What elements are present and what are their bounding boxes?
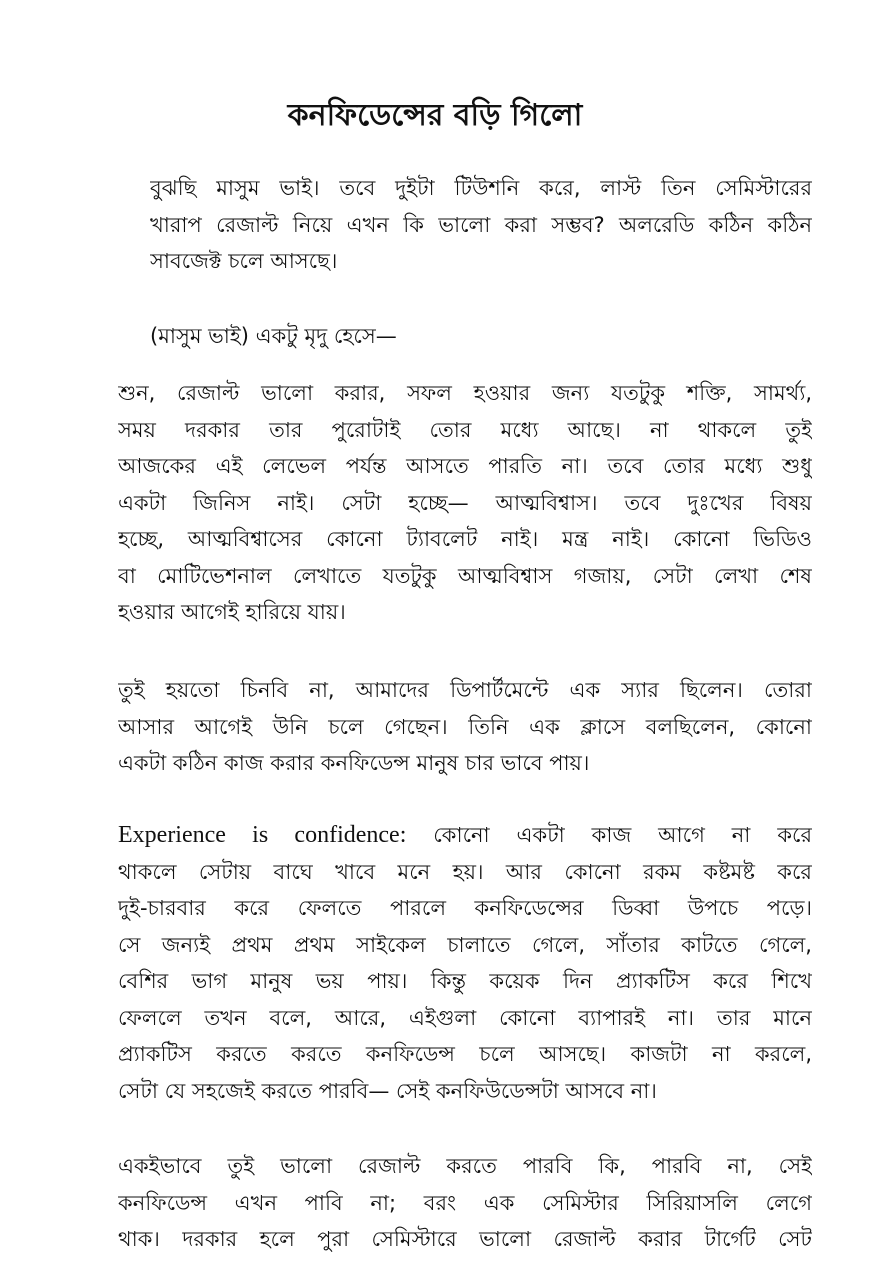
paragraph-1: [150, 170, 812, 280]
text-line: একটা জিনিস নাই। সেটা হচ্ছে— আত্মবিশ্বাস। তবে দুঃখের বিষয়: [118, 490, 812, 515]
text-line: কনফিডেন্স এখন পাবি না; বরং এক সেমিস্টার সিরিয়াসলি লেগে: [118, 1190, 812, 1215]
text-line: একইভাবে তুই ভালো রেজাল্ট করতে পারবি কি, পারবি না, সেই: [118, 1154, 812, 1178]
text-line: সময় দরকার তার পুরোটাই তোর মধ্যে আছে। না থাকলে তুই: [118, 417, 812, 442]
text-line: প্র্যাকটিস করতে করতে কনফিডেন্স চলে আসছে। কাজটা না করলে,: [118, 1042, 812, 1066]
text-line: থাক। দরকার হলে পুরা সেমিস্টারে ভালো রেজাল্ট করার টার্গেট সেট: [118, 1227, 812, 1251]
paragraph-2: [150, 318, 812, 355]
paragraph-4: [118, 672, 812, 782]
text-line: সাবজেক্ট চলে আসছে।: [150, 249, 338, 273]
text-line: দুই-চারবার করে ফেলতে পারলে কনফিডেন্সের ডিব্বা উপচে পড়ে।: [118, 896, 812, 920]
text-line: (মাসুম ভাই) একটু মৃদু হেসে—: [150, 324, 397, 348]
text-line: একটা কঠিন কাজ করার কনফিডেন্স মানুষ চার ভাবে পায়।: [118, 751, 590, 775]
text-line: হচ্ছে, আত্মবিশ্বাসের কোনো ট্যাবলেট নাই। মন্ত্র নাই। কোনো ভিডিও: [118, 527, 812, 551]
text-line: [118, 817, 812, 854]
text-line: আজকের এই লেভেল পর্যন্ত আসতে পারতি না। তবে তোর মধ্যে শুধু: [118, 454, 812, 478]
paragraph-6: [118, 1148, 812, 1258]
paragraph-5: [118, 817, 812, 1109]
text-line: সে জন্যই প্রথম প্রথম সাইকেল চালাতে গেলে, সাঁতার কাটতে গেলে,: [118, 932, 812, 957]
text-line: সেটা যে সহজেই করতে পারবি— সেই কনফিউডেন্সটা আসবে না।: [118, 1078, 657, 1103]
text-line: ফেললে তখন বলে, আরে, এইগুলা কোনো ব্যাপারই না। তার মানে: [118, 1005, 812, 1030]
text-line: আসার আগেই উনি চলে গেছেন। তিনি এক ক্লাসে বলছিলেন, কোনো: [118, 714, 812, 739]
text-line: শুন, রেজাল্ট ভালো করার, সফল হওয়ার জন্য যতটুকু শক্তি, সামর্থ্য,: [118, 381, 812, 405]
text-line: বা মোটিভেশনাল লেখাতে যতটুকু আত্মবিশ্বাস গজায়, সেটা লেখা শেষ: [118, 563, 812, 588]
text-line: বেশির ভাগ মানুষ ভয় পায়। কিন্তু কয়েক দিন প্র্যাকটিস করে শিখে: [118, 969, 812, 993]
chapter-title: কনফিডেন্সের বড়ি গিলো: [287, 98, 583, 133]
text-line: বুঝছি মাসুম ভাই। তবে দুইটা টিউশনি করে, লাস্ট তিন সেমিস্টারের: [150, 176, 812, 200]
lead-continuation: কোনো একটা কাজ আগে না করে: [406, 823, 812, 847]
text-line: তুই হয়তো চিনবি না, আমাদের ডিপার্টমেন্টে এক স্যার ছিলেন। তোরা: [118, 678, 812, 702]
text-line: থাকলে সেটায় বাঘে খাবে মনে হয়। আর কোনো রকম কষ্টমষ্ট করে: [118, 859, 812, 884]
text-line: হওয়ার আগেই হারিয়ে যায়।: [118, 600, 346, 624]
text-line: খারাপ রেজাল্ট নিয়ে এখন কি ভালো করা সম্ভব? অলরেডি কঠিন কঠিন: [150, 212, 812, 237]
paragraph-3: [118, 375, 812, 631]
lead-phrase: Experience is confidence:: [118, 822, 407, 848]
